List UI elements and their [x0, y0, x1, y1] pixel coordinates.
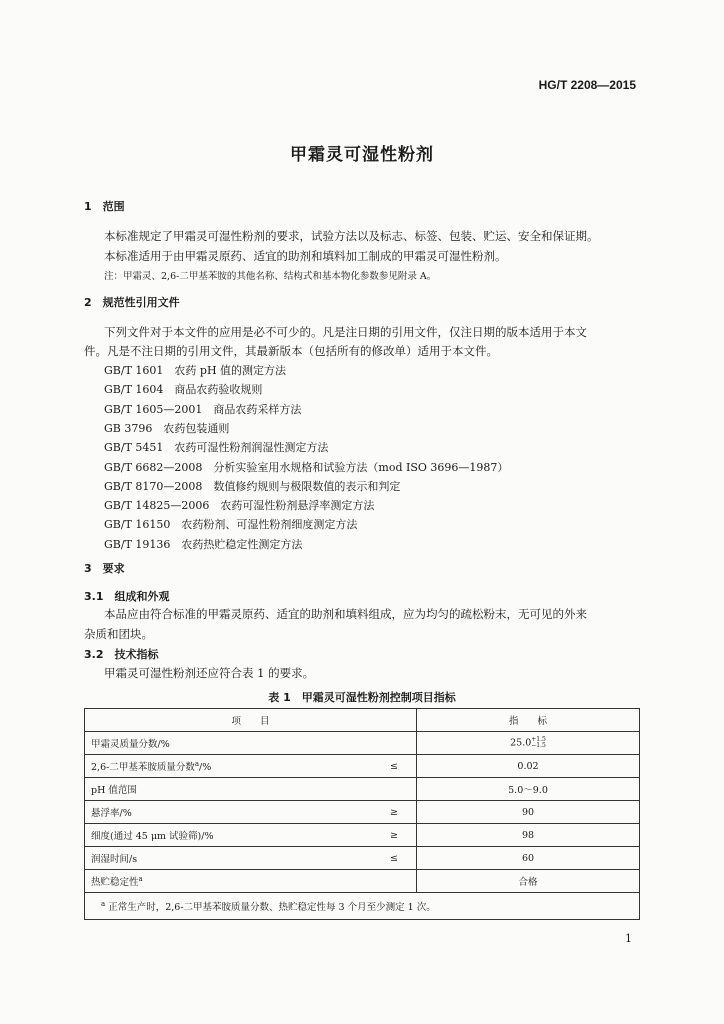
table-footnote-row [85, 893, 640, 920]
reference-title: 农药热贮稳定性测定方法 [181, 537, 303, 551]
row-relation [332, 732, 417, 755]
reference-title: 数值修约规则与极限数值的表示和判定 [213, 479, 401, 493]
reference-code: GB 3796 [104, 421, 153, 435]
reference-code: GB/T 16150 [104, 518, 171, 532]
table-header-row [85, 709, 640, 732]
row-value [417, 732, 640, 755]
reference-item [104, 401, 301, 417]
reference-code: GB/T 1605—2001 [104, 402, 203, 416]
section-2-paragraph-line-1: 下列文件对于本文件的应用是必不可少的。凡是注日期的引用文件，仅注日期的版本适用于本文 [104, 325, 587, 339]
section-3-1-paragraph-line-1: 本品应由符合标准的甲霜灵原药、适宜的助剂和填料组成，应为均匀的疏松粉末，无可见的外来 [104, 607, 587, 621]
row-name: pH 值范围 [85, 778, 333, 801]
reference-item [104, 516, 357, 532]
section-3-heading: 3 要求 [84, 562, 125, 575]
tolerance-up: +1.5 [531, 736, 546, 743]
row-relation: ≤ [332, 755, 417, 778]
reference-title: 商品农药采样方法 [213, 402, 302, 416]
row-unit: /% [199, 762, 212, 773]
table-row [85, 824, 640, 847]
section-3-1-heading: 3.1 组成和外观 [84, 590, 170, 603]
reference-title: 农药 pH 值的测定方法 [174, 364, 287, 377]
reference-item [104, 478, 400, 494]
reference-item [104, 536, 302, 552]
row-value: 5.0～9.0 [417, 778, 640, 801]
table-row [85, 732, 640, 755]
value-main: 25.0 [510, 737, 532, 749]
section-1-paragraph-1: 本标准规定了甲霜灵可湿性粉剂的要求，试验方法以及标志、标签、包装、贮运、安全和保证期。 [104, 229, 599, 243]
section-2-heading: 2 规范性引用文件 [84, 296, 180, 309]
section-3-1-paragraph-line-2: 杂质和团块。 [84, 627, 153, 641]
row-name: 甲霜灵质量分数/% [85, 732, 333, 755]
reference-item [104, 497, 374, 513]
table-row [85, 755, 640, 778]
reference-title: 农药可湿性粉剂悬浮率测定方法 [220, 499, 375, 513]
reference-code: GB/T 8170—2008 [104, 479, 203, 493]
row-value: 98 [417, 824, 640, 847]
section-3-2-heading: 3.2 技术指标 [84, 648, 159, 661]
table-row [85, 801, 640, 824]
row-name-text: 热贮稳定性 [91, 877, 139, 888]
reference-title: 农药包装通则 [163, 421, 230, 435]
spec-table [84, 708, 640, 920]
row-name: 细度(通过 45 μm 试验筛)/% [85, 824, 333, 847]
section-3-2-paragraph: 甲霜灵可湿性粉剂还应符合表 1 的要求。 [104, 666, 315, 680]
row-relation [332, 870, 417, 893]
section-1-paragraph-2: 本标准适用于由甲霜灵原药、适宜的助剂和填料加工制成的甲霜灵可湿性粉剂。 [104, 249, 507, 263]
table-row [85, 870, 640, 893]
reference-title: 分析实验室用水规格和试验方法（mod ISO 3696—1987） [213, 460, 509, 474]
row-name: 悬浮率/% [85, 801, 333, 824]
row-value: 60 [417, 847, 640, 870]
footnote-text: 正常生产时，2,6-二甲基苯胺质量分数、热贮稳定性每 3 个月至少测定 1 次。 [108, 902, 436, 913]
table-row [85, 847, 640, 870]
reference-item [104, 439, 328, 455]
footnote-marker: a [138, 874, 143, 883]
row-relation: ≤ [332, 847, 417, 870]
tolerance [531, 737, 546, 749]
reference-code: GB/T 1604 [104, 383, 164, 397]
table-footnote [85, 893, 640, 920]
row-name [85, 755, 333, 778]
reference-title: 农药粉剂、可湿性粉剂细度测定方法 [181, 518, 358, 532]
reference-item [104, 459, 508, 475]
section-1-note: 注：甲霜灵、2,6-二甲基苯胺的其他名称、结构式和基本物化参数参见附录 A。 [104, 271, 437, 282]
reference-item [104, 381, 262, 397]
footnote-marker: a [101, 899, 106, 908]
table-caption: 表 1 甲霜灵可湿性粉剂控制项目指标 [268, 691, 456, 704]
tolerance-down: −1.5 [531, 742, 546, 749]
row-name: 润湿时间/s [85, 847, 333, 870]
reference-item [104, 362, 286, 378]
reference-title: 商品农药验收规则 [174, 383, 263, 397]
row-name [85, 870, 333, 893]
section-2-paragraph-line-2: 件。凡是不注日期的引用文件，其最新版本（包括所有的修改单）适用于本文件。 [84, 344, 498, 358]
reference-title: 农药可湿性粉剂润湿性测定方法 [174, 441, 329, 455]
standard-code: HG/T 2208—2015 [538, 78, 636, 92]
row-relation: ≥ [332, 824, 417, 847]
row-relation: ≥ [332, 801, 417, 824]
footnote-marker: a [194, 759, 200, 768]
reference-code: GB/T 14825—2006 [104, 499, 210, 513]
row-name-text: 2,6-二甲基苯胺质量分数 [91, 762, 195, 773]
reference-code: GB/T 1601 [104, 364, 164, 377]
column-header-item: 项 目 [85, 709, 417, 732]
reference-code: GB/T 6682—2008 [104, 460, 203, 474]
row-value: 90 [417, 801, 640, 824]
section-1-heading: 1 范围 [84, 200, 125, 213]
column-header-index: 指 标 [417, 709, 640, 732]
reference-item [104, 420, 229, 436]
reference-code: GB/T 5451 [104, 441, 164, 455]
reference-code: GB/T 19136 [104, 537, 171, 551]
table-row [85, 778, 640, 801]
row-value: 合格 [417, 870, 640, 893]
row-relation [332, 778, 417, 801]
page-title: 甲霜灵可湿性粉剂 [290, 145, 434, 165]
page-number: 1 [625, 932, 632, 945]
row-value: 0.02 [417, 755, 640, 778]
